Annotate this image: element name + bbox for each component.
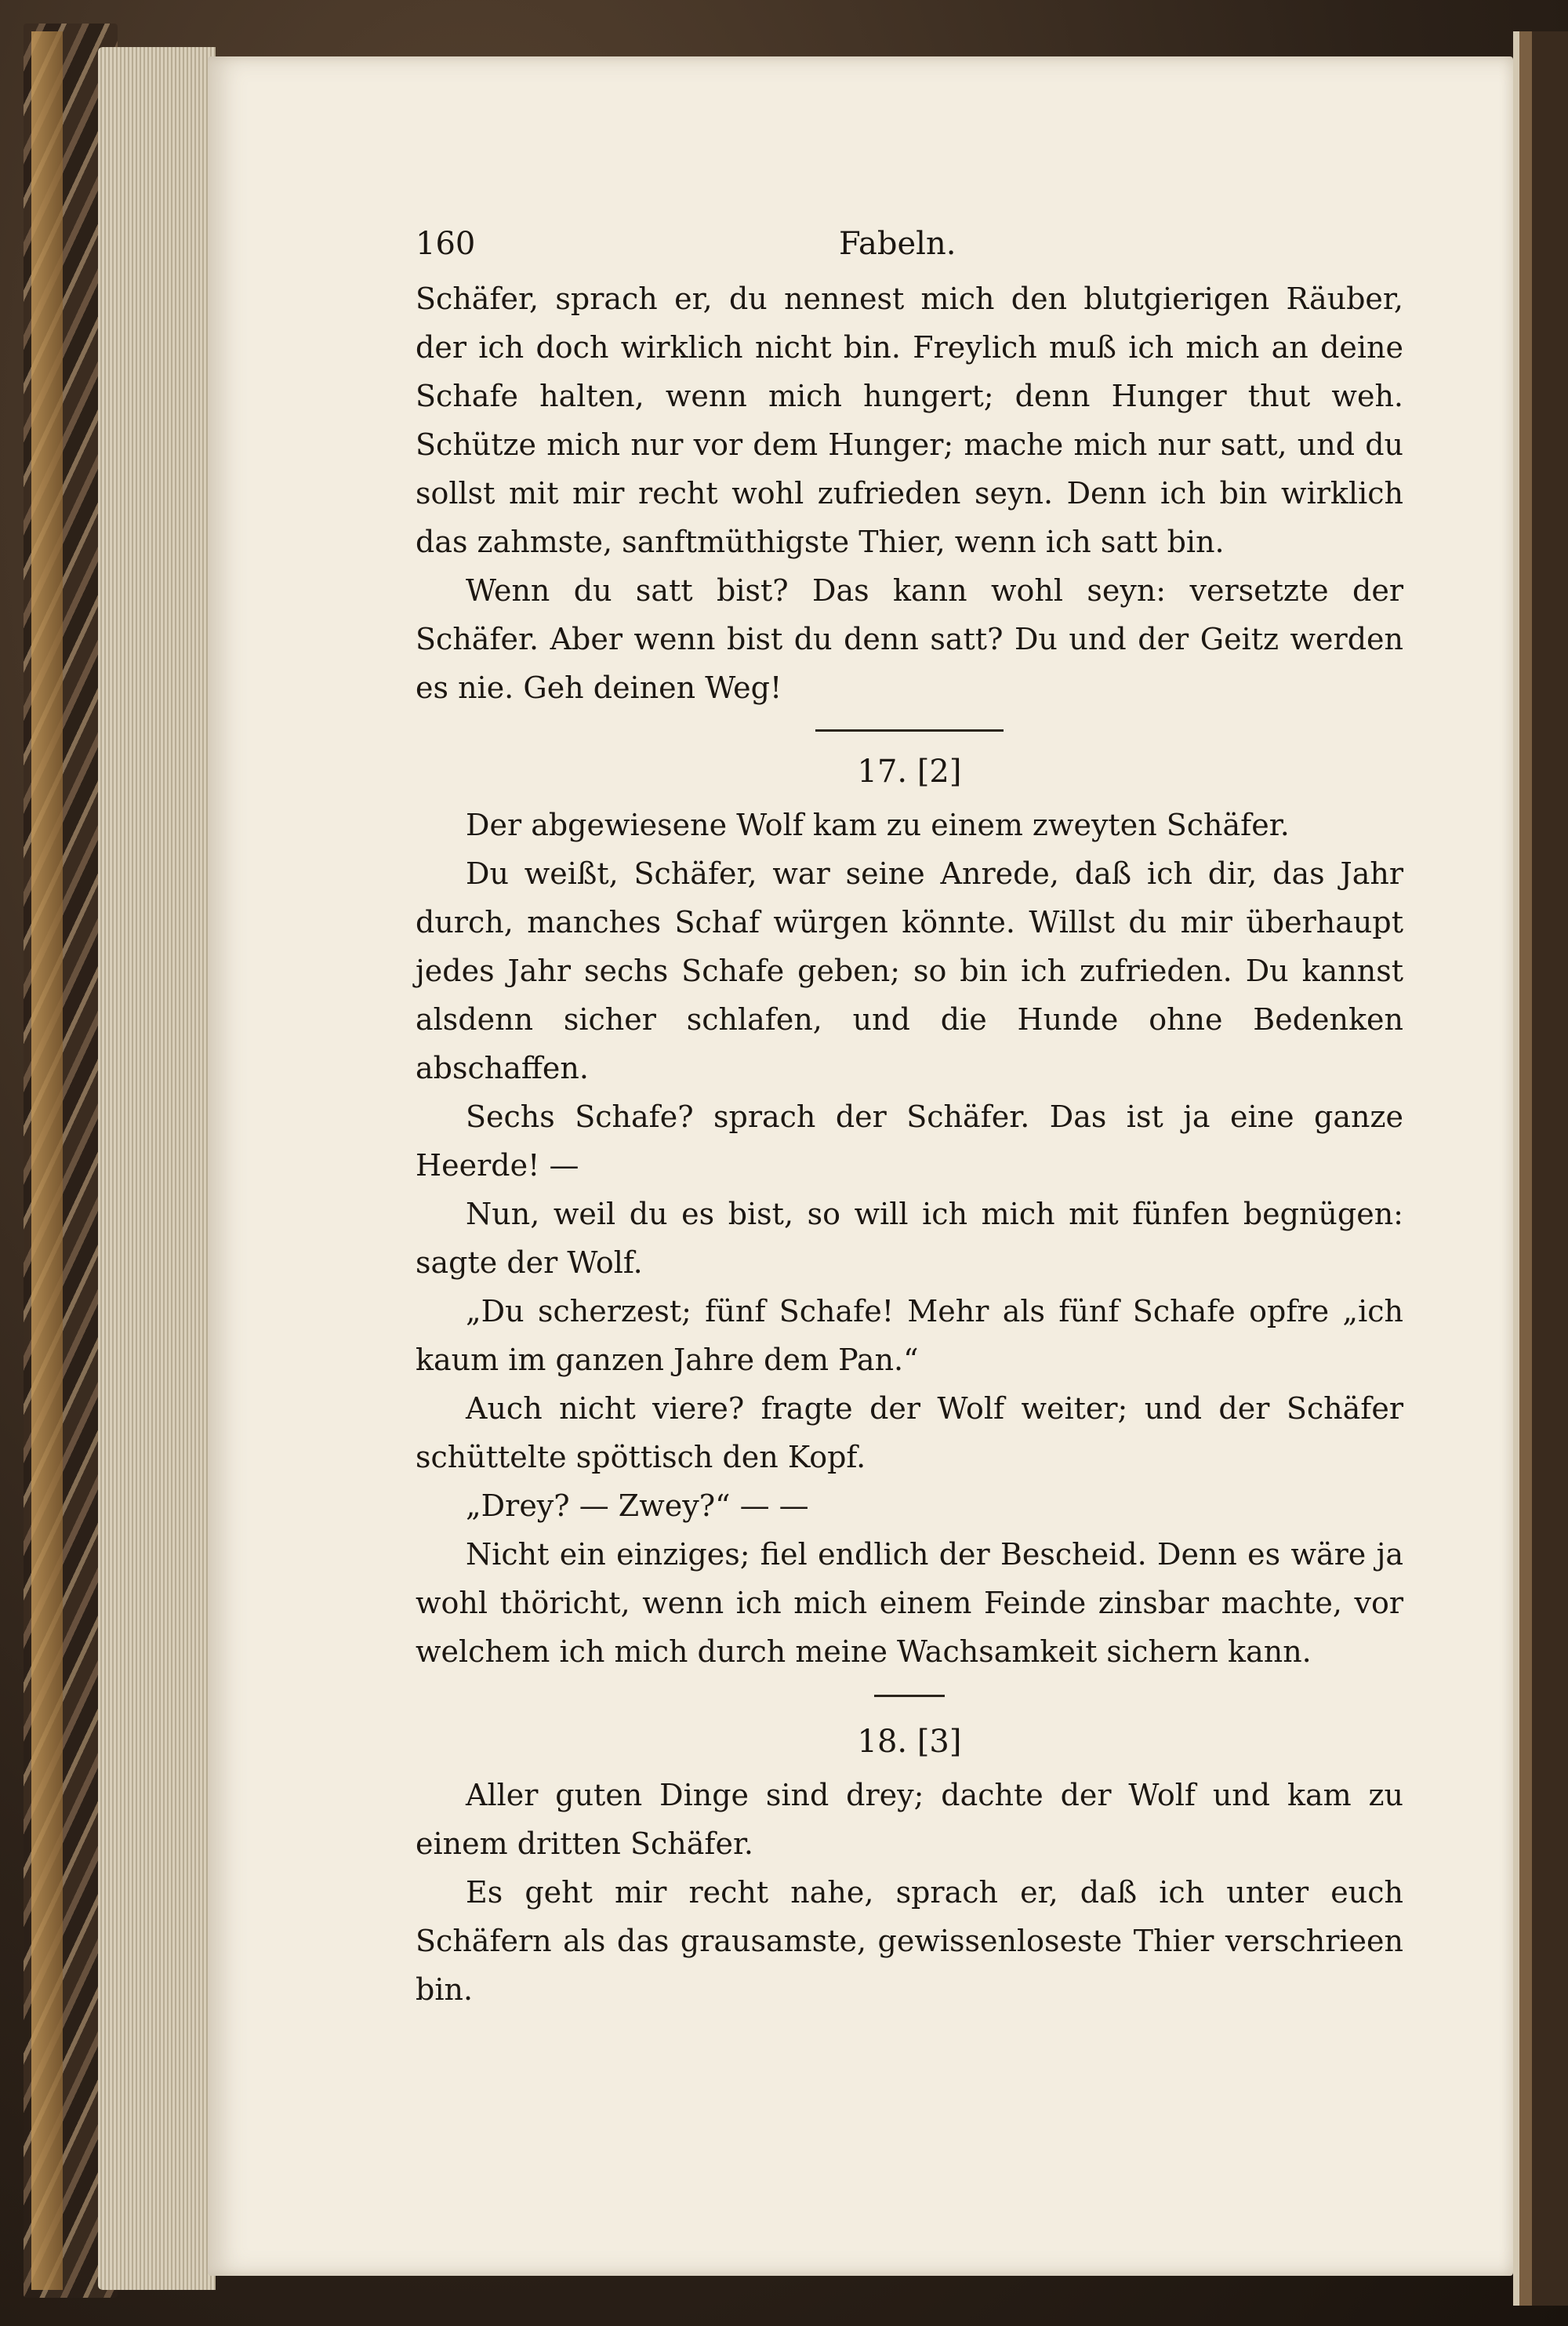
paragraph: Aller guten Dinge sind drey; dachte der Wolf und kam zu einem dritten Schäfer.	[416, 1778, 1403, 1861]
paragraph: Nun, weil du es bist, so will ich mich mit fünfen begnügen: sagte der Wolf.	[416, 1197, 1403, 1280]
fable-title-17: 17. [2]	[857, 754, 962, 790]
paragraph: Du weißt, Schäfer, war seine Anrede, daß ich dir, das Jahr durch, manches Schaf würgen könnte. Willst du mir überhaupt jedes Jahr sechs Schafe geben; so bin ich zufrieden. Du kannst alsdenn sicher schlafen, und die Hunde ohne Bedenken abschaffen.	[416, 856, 1403, 1085]
right-page-edge	[1513, 31, 1568, 2306]
paragraph: Wenn du satt bist? Das kann wohl seyn: versetzte der Schäfer. Aber wenn bist du denn satt? Du und der Geitz werden es nie. Geh deinen Weg!	[416, 573, 1403, 705]
running-head: Fabeln.	[839, 226, 956, 262]
paragraph: Der abgewiesene Wolf kam zu einem zweyten Schäfer.	[466, 808, 1290, 842]
paragraph: Es geht mir recht nahe, sprach er, daß ich unter euch Schäfern als das grausamste, gewissenloseste Thier verschrieen bin.	[416, 1875, 1403, 2007]
paragraph: „Du scherzest; fünf Schafe! Mehr als fünf Schafe opfre „ich kaum im ganzen Jahre dem Pan.“	[416, 1294, 1403, 1377]
page-text	[416, 220, 1403, 2014]
paragraph: Nicht ein einziges; fiel endlich der Bescheid. Denn es wäre ja wohl thöricht, wenn ich mich einem Feinde zinsbar machte, vor welchem ich mich durch meine Wachsamkeit sichern kann.	[416, 1537, 1403, 1669]
section-divider	[815, 729, 1004, 732]
page-header	[416, 220, 1403, 274]
section-divider	[874, 1695, 945, 1697]
page-number: 160	[416, 226, 476, 262]
fable-title-18: 18. [3]	[857, 1724, 962, 1760]
spine-edge	[31, 31, 63, 2290]
page-edges	[98, 47, 216, 2290]
paragraph: Auch nicht viere? fragte der Wolf weiter; und der Schäfer schüttelte spöttisch den Kopf.	[416, 1391, 1403, 1474]
paragraph: Sechs Schafe? sprach der Schäfer. Das ist ja eine ganze Heerde! —	[416, 1099, 1403, 1183]
paragraph: „Drey? — Zwey?“ — —	[466, 1488, 809, 1523]
paragraph: Schäfer, sprach er, du nennest mich den blutgierigen Räuber, der ich doch wirklich nicht bin. Freylich muß ich mich an deine Schafe halten, wenn mich hungert; denn Hunger thut weh. Schütze mich nur vor dem Hunger; mache mich nur satt, und du sollst mit mir recht wohl zufrieden seyn. Denn ich bin wirklich das zahmste, sanftmüthigste Thier, wenn ich satt bin.	[416, 282, 1403, 559]
